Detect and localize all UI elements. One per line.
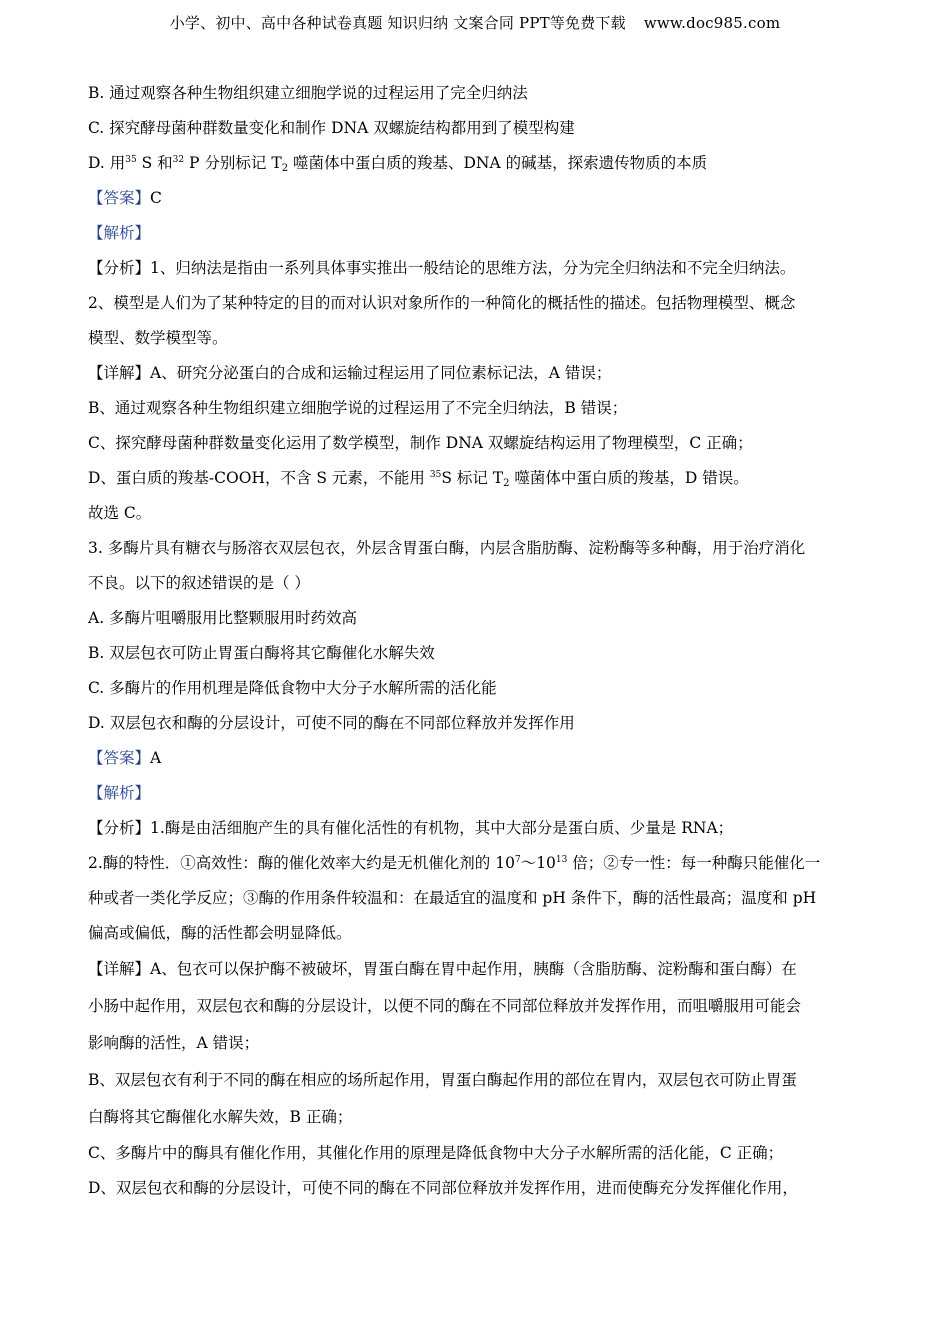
q2-fenxi-1: 【分析】1、归纳法是指由一系列具体事实推出一般结论的思维方法，分为完全归纳法和不完全归纳法。 bbox=[88, 259, 796, 277]
q3-analysis-label: 【解析】 bbox=[88, 784, 151, 802]
q2-analysis-label: 【解析】 bbox=[88, 224, 151, 242]
page-header bbox=[0, 12, 950, 33]
q3-option-d: D. 双层包衣和酶的分层设计，可使不同的酶在不同部位释放并发挥作用 bbox=[88, 714, 575, 732]
q2-fenxi-2b: 模型、数学模型等。 bbox=[88, 329, 228, 347]
q3-detail-d: D、双层包衣和酶的分层设计，可使不同的酶在不同部位释放并发挥作用，进而使酶充分发挥催化作用， bbox=[88, 1179, 798, 1197]
q2-detail-c: C、探究酵母菌种群数量变化运用了数学模型，制作 DNA 双螺旋结构运用了物理模型，C 正确； bbox=[88, 434, 753, 452]
answer-value: A bbox=[150, 749, 162, 767]
q3-detail-c: C、多酶片中的酶具有催化作用，其催化作用的原理是降低食物中大分子水解所需的活化能，C 正确； bbox=[88, 1144, 784, 1162]
q2-option-c: C. 探究酵母菌种群数量变化和制作 DNA 双螺旋结构都用到了模型构建 bbox=[88, 119, 575, 137]
q3-fenxi-1: 【分析】1.酶是由活细胞产生的具有催化活性的有机物，其中大部分是蛋白质、少量是 RNA； bbox=[88, 819, 734, 837]
header-title: 小学、初中、高中各种试卷真题 知识归纳 文案合同 PPT等免费下载 bbox=[169, 14, 626, 32]
q3-stem-1: 3. 多酶片具有糖衣与肠溶衣双层包衣，外层含胃蛋白酶，内层含脂肪酶、淀粉酶等多种酶，用于治疗消化 bbox=[88, 539, 806, 557]
q2-conclusion: 故选 C。 bbox=[88, 504, 152, 522]
q3-detail-b1: B、双层包衣有利于不同的酶在相应的场所起作用，胃蛋白酶起作用的部位在胃内，双层包衣可防止胃蛋 bbox=[88, 1071, 797, 1089]
q3-detail-a3: 影响酶的活性，A 错误； bbox=[88, 1034, 260, 1052]
q2-answer bbox=[88, 181, 864, 216]
q3-stem-2: 不良。以下的叙述错误的是（ ） bbox=[88, 574, 310, 592]
q3-detail-b2: 白酶将其它酶催化水解失效，B 正确； bbox=[88, 1108, 353, 1126]
q3-option-b: B. 双层包衣可防止胃蛋白酶将其它酶催化水解失效 bbox=[88, 644, 435, 662]
q2-detail-a: 【详解】A、研究分泌蛋白的合成和运输过程运用了同位素标记法，A 错误； bbox=[88, 364, 612, 382]
q2-option-d: D. 用$^{35}$ S 和$^{32}$ P 分别标记 $T_2$ 噬菌体中蛋白质的羧基、DNA 的碱基，探索遗传物质的本质 bbox=[88, 154, 708, 174]
q3-detail-a1: 【详解】A、包衣可以保护酶不被破坏，胃蛋白酶在胃中起作用，胰酶（含脂肪酶、淀粉酶和蛋白酶）在 bbox=[88, 960, 797, 978]
q2-fenxi-2a: 2、模型是人们为了某种特定的目的而对认识对象所作的一种简化的概括性的描述。包括物理模型、概念 bbox=[88, 294, 796, 312]
answer-label: 【答案】 bbox=[88, 189, 151, 207]
answer-value: C bbox=[150, 189, 162, 207]
q2-option-b: B. 通过观察各种生物组织建立细胞学说的过程运用了完全归纳法 bbox=[88, 84, 528, 102]
q2-detail-d: D、蛋白质的羧基-COOH，不含 S 元素，不能用 $^{35}$S 标记 $T_2$ 噬菌体中蛋白质的羧基，D 错误。 bbox=[88, 469, 749, 489]
q3-option-a: A. 多酶片咀嚼服用比整颗服用时药效高 bbox=[88, 609, 358, 627]
q3-option-c: C. 多酶片的作用机理是降低食物中大分子水解所需的活化能 bbox=[88, 679, 497, 697]
document-body bbox=[88, 76, 864, 1206]
header-url: www.doc985.com bbox=[643, 14, 781, 32]
q3-fenxi-2b: 种或者一类化学反应；③酶的作用条件较温和：在最适宜的温度和 pH 条件下，酶的活性最高；温度和 pH bbox=[88, 889, 817, 907]
q3-fenxi-2a: 2.酶的特性．①高效性：酶的催化效率大约是无机催化剂的 $10^7\sim 10^{13}$ 倍；②专一性：每一种酶只能催化一 bbox=[88, 854, 821, 872]
q3-fenxi-2c: 偏高或偏低，酶的活性都会明显降低。 bbox=[88, 924, 352, 942]
q3-detail-a2: 小肠中起作用，双层包衣和酶的分层设计，以便不同的酶在不同部位释放并发挥作用，而咀嚼服用可能会 bbox=[88, 997, 802, 1015]
q3-answer bbox=[88, 741, 864, 776]
answer-label: 【答案】 bbox=[88, 749, 151, 767]
q2-detail-b: B、通过观察各种生物组织建立细胞学说的过程运用了不完全归纳法，B 错误； bbox=[88, 399, 628, 417]
